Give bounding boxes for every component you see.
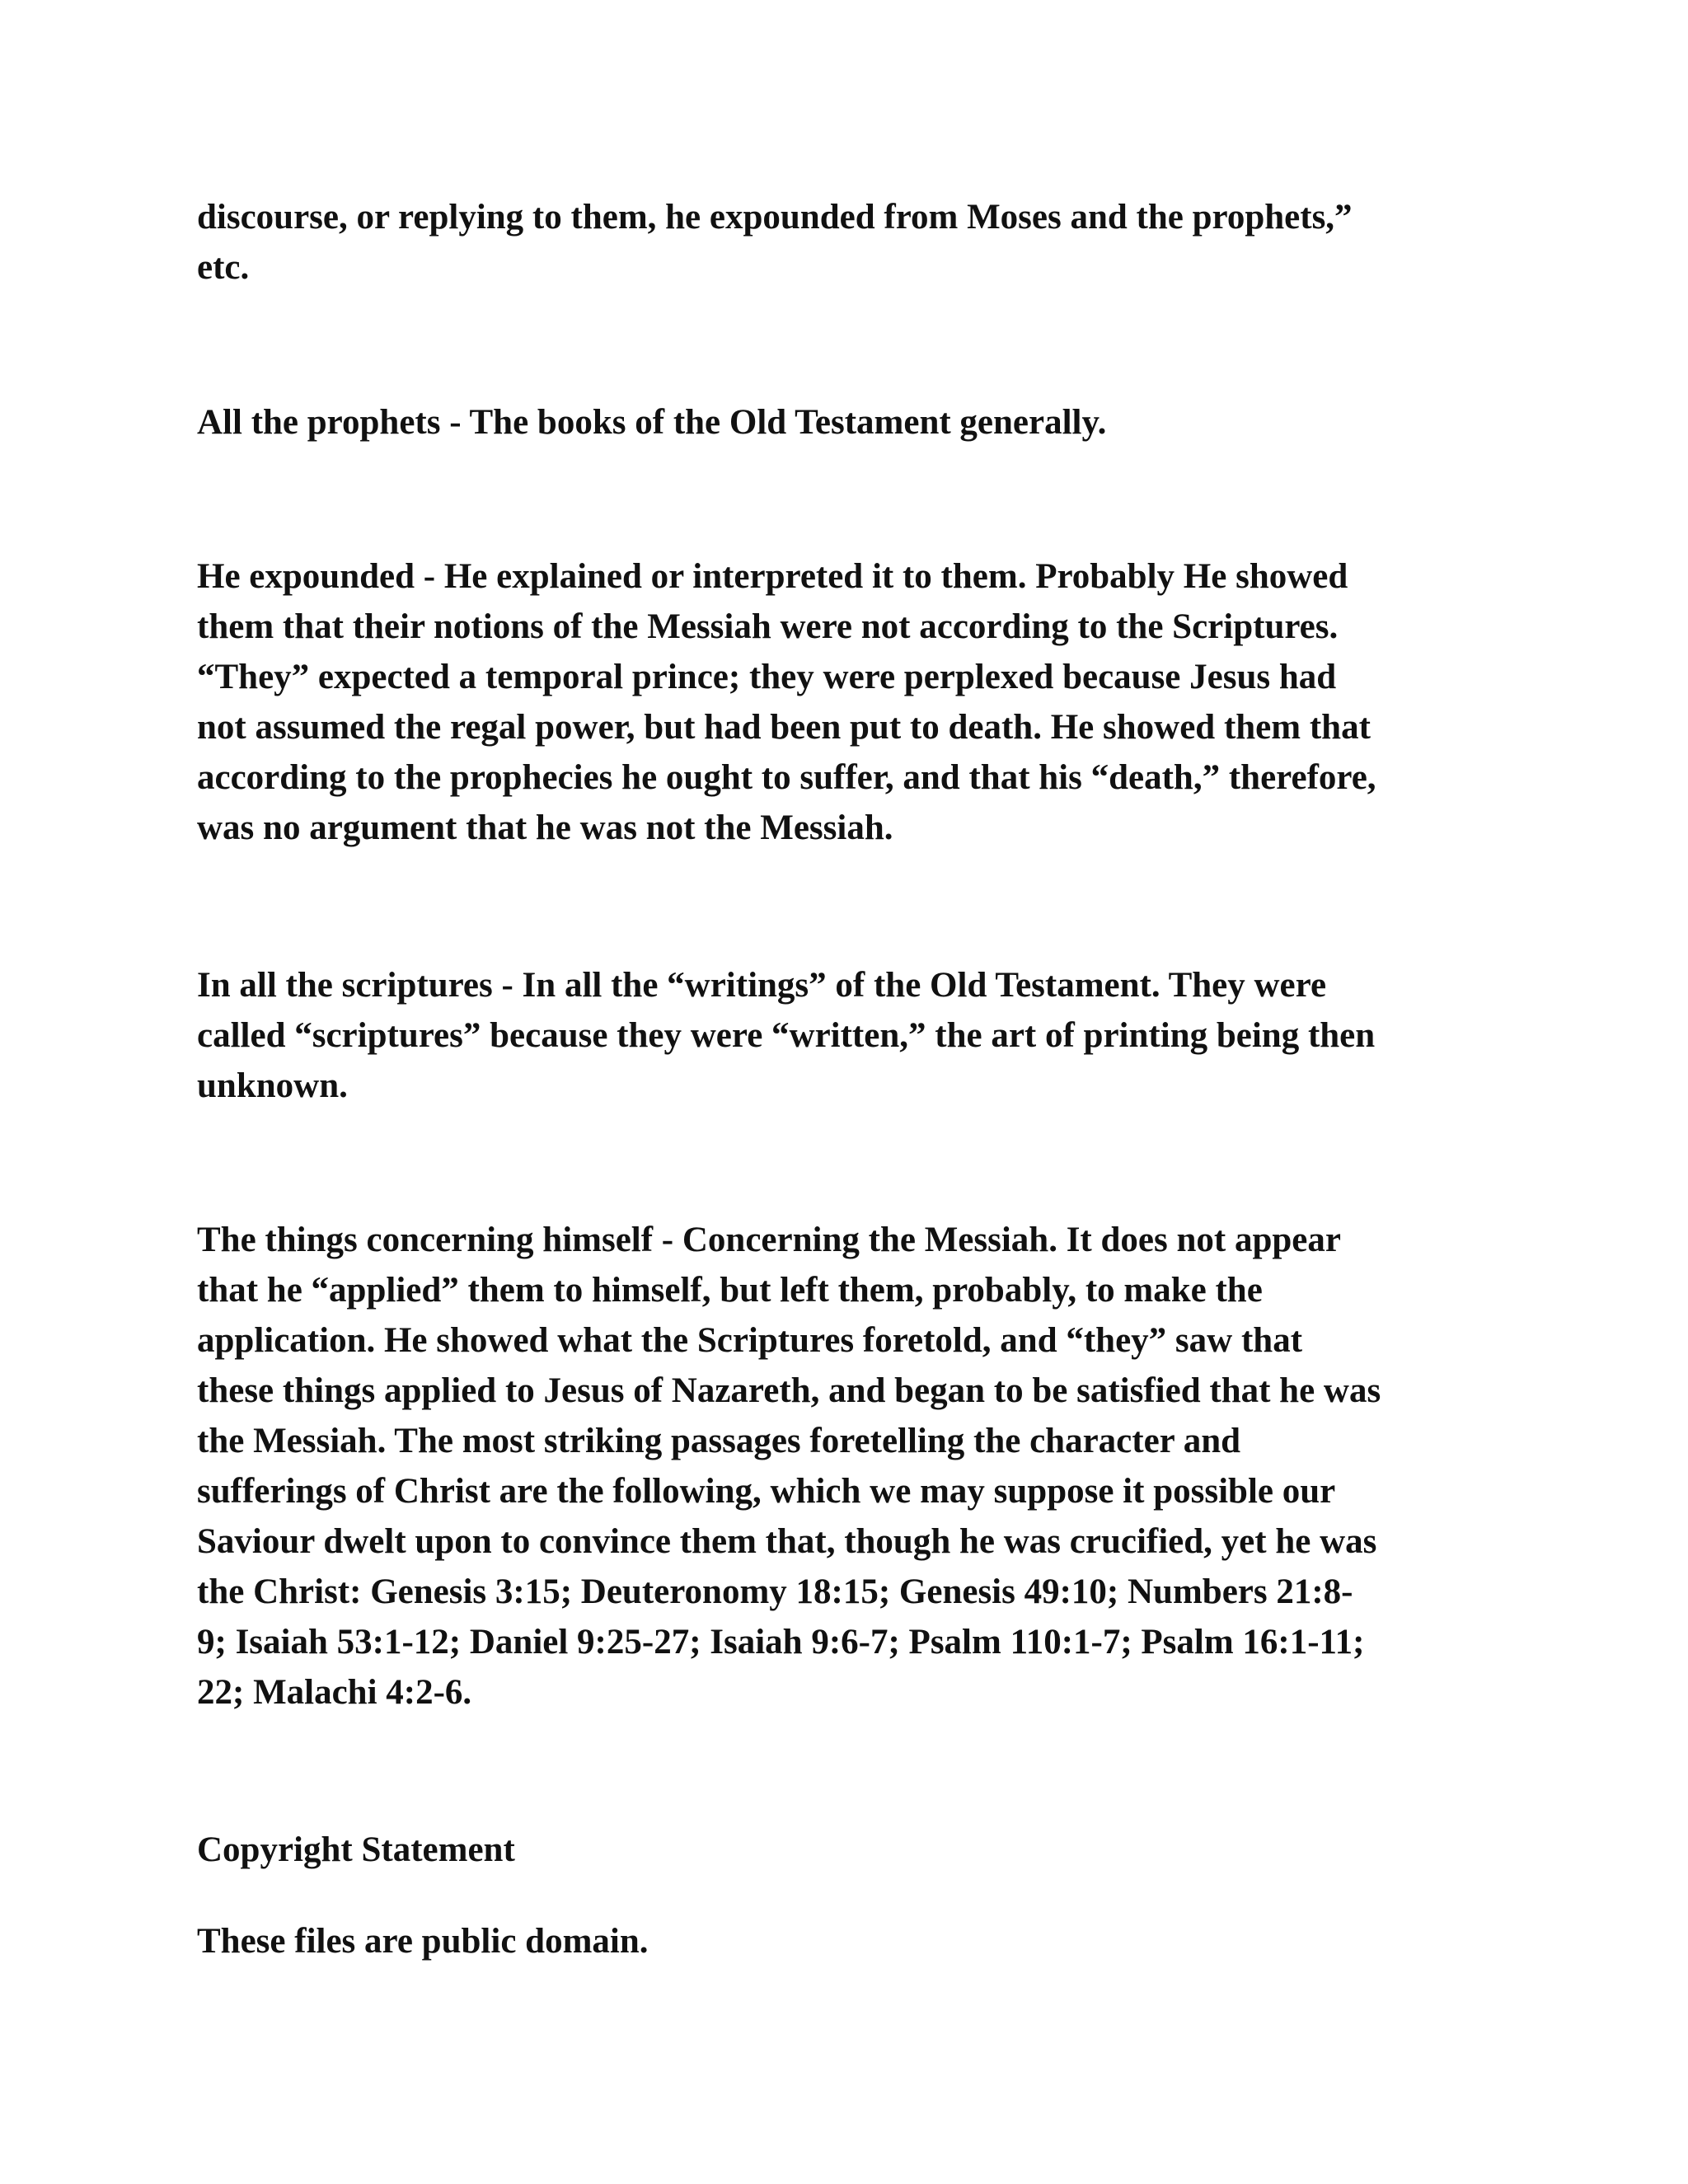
text-line: unknown. [197,1066,348,1105]
copyright-statement-text: These files are public domain. [197,1922,649,1961]
text-line: He expounded - He explained or interpreted it to them. Probably He showed [197,557,1348,596]
text-line: application. He showed what the Scriptures foretold, and “they” saw that [197,1321,1303,1360]
text-line: discourse, or replying to them, he expounded from Moses and the prophets,” [197,198,1353,237]
copyright-statement [197,1916,1532,1966]
text-line: not assumed the regal power, but had been put to death. He showed them that [197,708,1371,747]
text-line: The things concerning himself - Concerning the Messiah. It does not appear [197,1221,1341,1259]
text-line: was no argument that he was not the Messiah. [197,808,893,847]
text-line: “They” expected a temporal prince; they were perplexed because Jesus had [197,658,1337,696]
text-line: the Messiah. The most striking passages foretelling the character and [197,1422,1241,1460]
text-line: Saviour dwelt upon to convince them that, though he was crucified, yet he was [197,1522,1377,1561]
text-line: 9; Isaiah 53:1-12; Daniel 9:25-27; Isaiah 9:6-7; Psalm 110:1-7; Psalm 16:1-11; [197,1623,1365,1661]
text-line: In all the scriptures - In all the “writings” of the Old Testament. They were [197,966,1327,1005]
copyright-heading [197,1825,1532,1875]
text-line: called “scriptures” because they were “written,” the art of printing being then [197,1016,1376,1055]
text-line: according to the prophecies he ought to suffer, and that his “death,” therefore, [197,758,1376,797]
text-line: All the prophets - The books of the Old Testament generally. [197,403,1107,442]
text-line: 22; Malachi 4:2-6. [197,1673,472,1712]
text-line: etc. [197,248,250,287]
text-line: sufferings of Christ are the following, which we may suppose it possible our [197,1472,1336,1511]
copyright-heading-text: Copyright Statement [197,1830,515,1869]
paragraph-in-all-the-scriptures [197,960,1532,1111]
paragraph-discourse [197,192,1532,293]
paragraph-he-expounded [197,551,1532,853]
text-line: the Christ: Genesis 3:15; Deuteronomy 18:15; Genesis 49:10; Numbers 21:8- [197,1572,1353,1611]
text-line: these things applied to Jesus of Nazareth, and began to be satisfied that he was [197,1371,1381,1410]
text-line: that he “applied” them to himself, but left them, probably, to make the [197,1271,1263,1310]
paragraph-the-things-concerning-himself [197,1215,1532,1718]
paragraph-all-the-prophets [197,397,1532,448]
text-line: them that their notions of the Messiah were not according to the Scriptures. [197,607,1339,646]
